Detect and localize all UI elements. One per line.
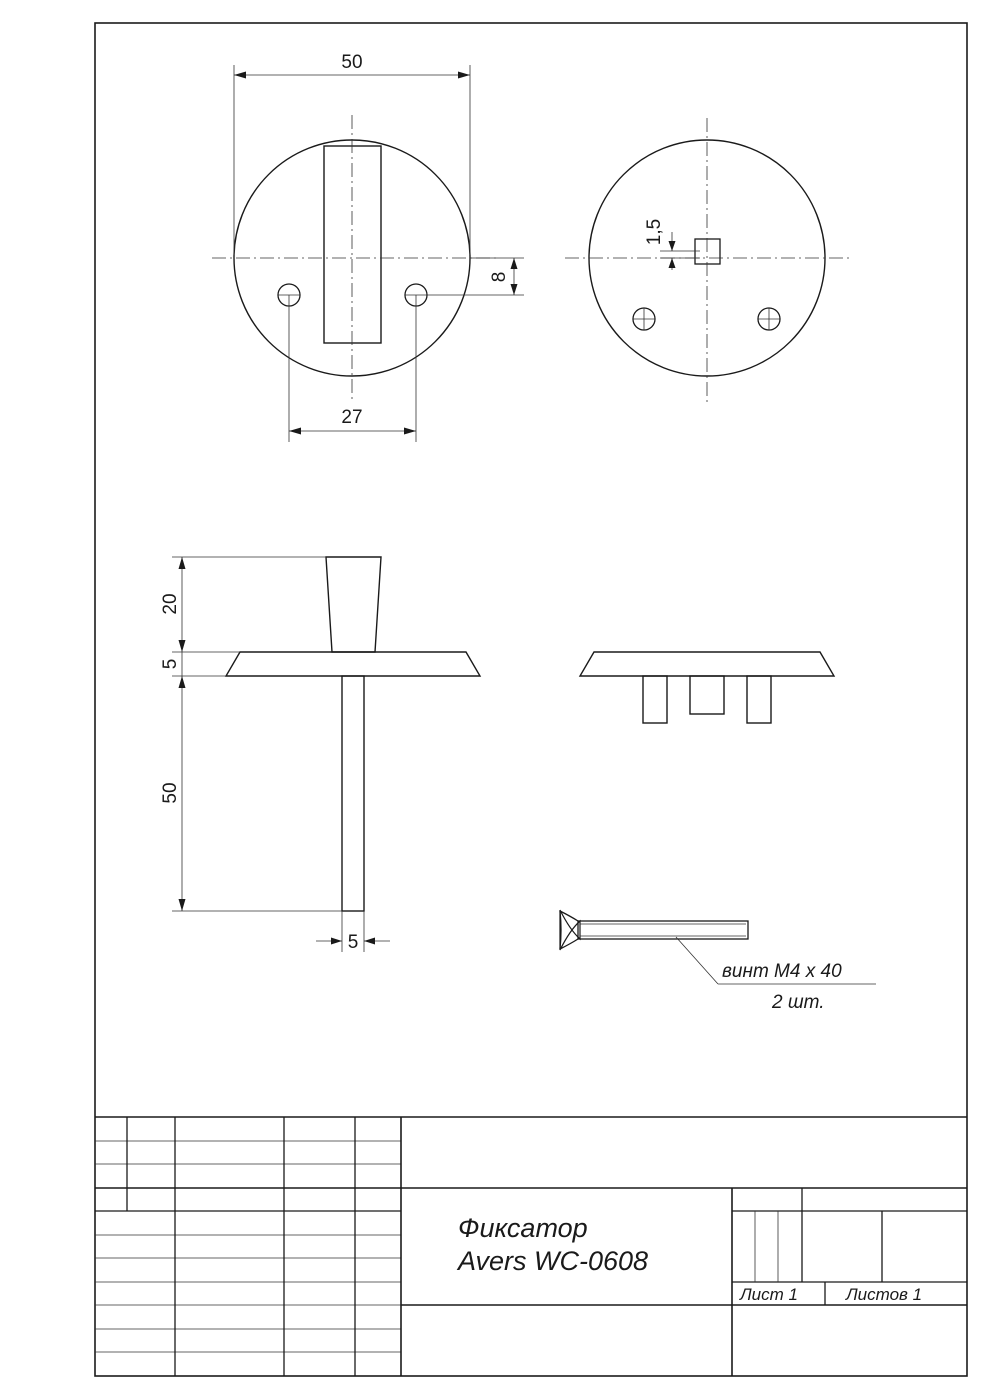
side-view (160, 557, 480, 953)
back-view (565, 118, 850, 402)
total-sheets-label: Листов 1 (846, 1285, 923, 1304)
dimension-spindle-length: 50 (160, 782, 181, 804)
dimension-hole-spacing: 27 (341, 407, 363, 428)
drawing-frame (95, 23, 967, 1376)
dimension-plate-thickness: 5 (160, 658, 181, 670)
dimension-rosette-width: 50 (341, 52, 363, 73)
screw-drawing (560, 910, 876, 1013)
knob-side-profile (326, 557, 381, 652)
back-plate-side-profile (580, 652, 834, 676)
dimension-square-size: 1,5 (644, 218, 665, 246)
dimension-hole-offset: 8 (489, 271, 510, 283)
turn-knob-outline (324, 146, 381, 343)
screw-post-right (747, 676, 771, 723)
back-side-view (580, 652, 834, 723)
square-socket (695, 239, 720, 264)
spindle-side-profile (342, 676, 364, 911)
title-block (95, 1117, 967, 1376)
plate-side-profile (226, 652, 480, 676)
screw-post-left (643, 676, 667, 723)
screw-quantity-label: 2 шт. (772, 992, 825, 1013)
drawing-title-line1: Фиксатор (458, 1213, 588, 1243)
drawing-title-line2: Avers WC-0608 (458, 1246, 649, 1276)
front-view (212, 52, 524, 442)
screw-spec-label: винт М4 х 40 (722, 961, 842, 982)
socket-post-center (690, 676, 724, 714)
screw-leader-line (676, 937, 718, 984)
dimension-knob-height: 20 (160, 593, 181, 615)
dimension-spindle-width: 5 (347, 932, 359, 953)
sheet-number-label: Лист 1 (740, 1285, 798, 1304)
